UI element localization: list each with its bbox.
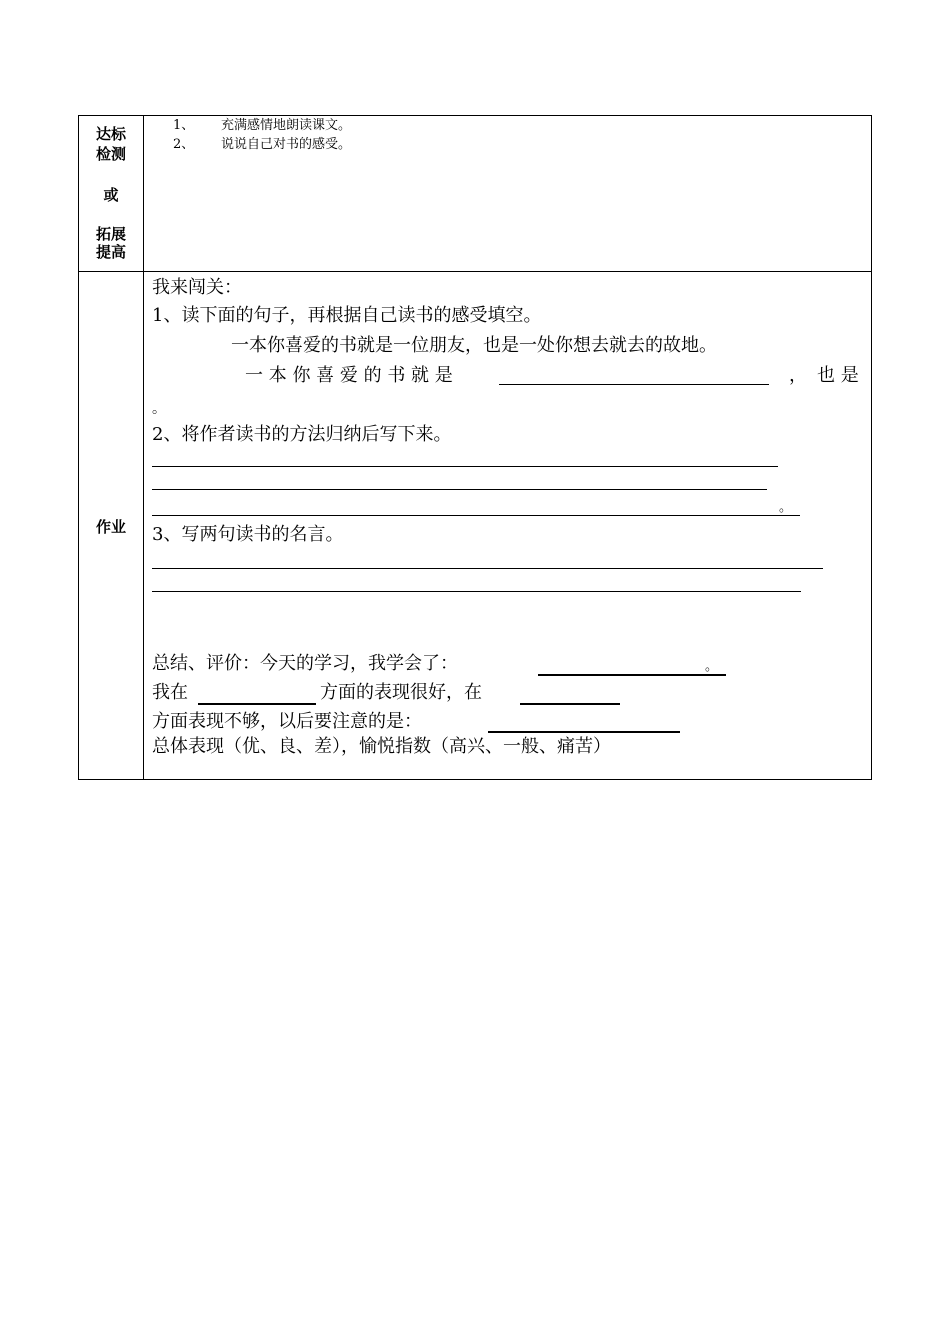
row1-item-2-text: 说说自己对书的感受。: [221, 137, 352, 152]
question-2: 2、将作者读书的方法归纳后写下来。: [152, 424, 452, 445]
question-1-fill-comma: ，: [789, 365, 807, 386]
summary-learned: 总结、评价：今天的学习，我学会了：: [152, 653, 458, 674]
question-2-line-2[interactable]: [152, 489, 767, 490]
row1-label-line5: 提高: [95, 243, 126, 261]
summary-learned-blank[interactable]: [538, 674, 726, 676]
row1-item-1-text: 充满感情地朗读课文。: [221, 118, 352, 133]
question-3-line-1[interactable]: [152, 568, 823, 569]
question-1-fill-also: 也 是: [817, 365, 859, 386]
lesson-table: [78, 115, 872, 780]
row1-label-line3: 或: [103, 186, 119, 204]
question-3: 3、写两句读书的名言。: [152, 524, 344, 545]
row-divider: [79, 271, 871, 272]
row1-label-line4: 拓展: [95, 225, 126, 243]
row1-item-1-number: 1、: [173, 118, 195, 133]
row1-label-line2: 检测: [95, 145, 126, 163]
summary-learned-end: 。: [705, 659, 719, 674]
summary-good-blank[interactable]: [198, 703, 316, 705]
summary-weak-blank[interactable]: [520, 703, 620, 705]
question-1-fill-prefix: 一 本 你 喜 爱 的 书 就 是: [245, 365, 453, 386]
question-1-sentence: 一本你喜爱的书就是一位朋友，也是一处你想去就去的故地。: [231, 335, 717, 356]
question-1: 1、读下面的句子，再根据自己读书的感受填空。: [152, 305, 542, 326]
question-1-blank[interactable]: [499, 384, 769, 385]
summary-good-suffix: 方面的表现很好，在: [320, 682, 482, 703]
summary-improve-blank[interactable]: [488, 731, 680, 733]
row1-item-2-number: 2、: [173, 137, 195, 152]
intro-text: 我来闯关：: [152, 277, 242, 298]
summary-overall: 总体表现（优、良、差），愉悦指数（高兴、一般、痛苦）: [152, 736, 611, 757]
summary-good-prefix: 我在: [152, 682, 188, 703]
row1-label-line1: 达标: [95, 125, 126, 143]
question-3-line-2[interactable]: [152, 591, 801, 592]
summary-improve: 方面表现不够，以后要注意的是：: [152, 711, 422, 732]
question-1-fill-end: 。: [152, 401, 166, 417]
question-2-line-3[interactable]: [152, 515, 800, 516]
column-divider: [143, 116, 144, 779]
question-2-end: 。: [779, 500, 793, 515]
question-2-line-1[interactable]: [152, 466, 778, 467]
homework-label: 作业: [95, 518, 126, 536]
